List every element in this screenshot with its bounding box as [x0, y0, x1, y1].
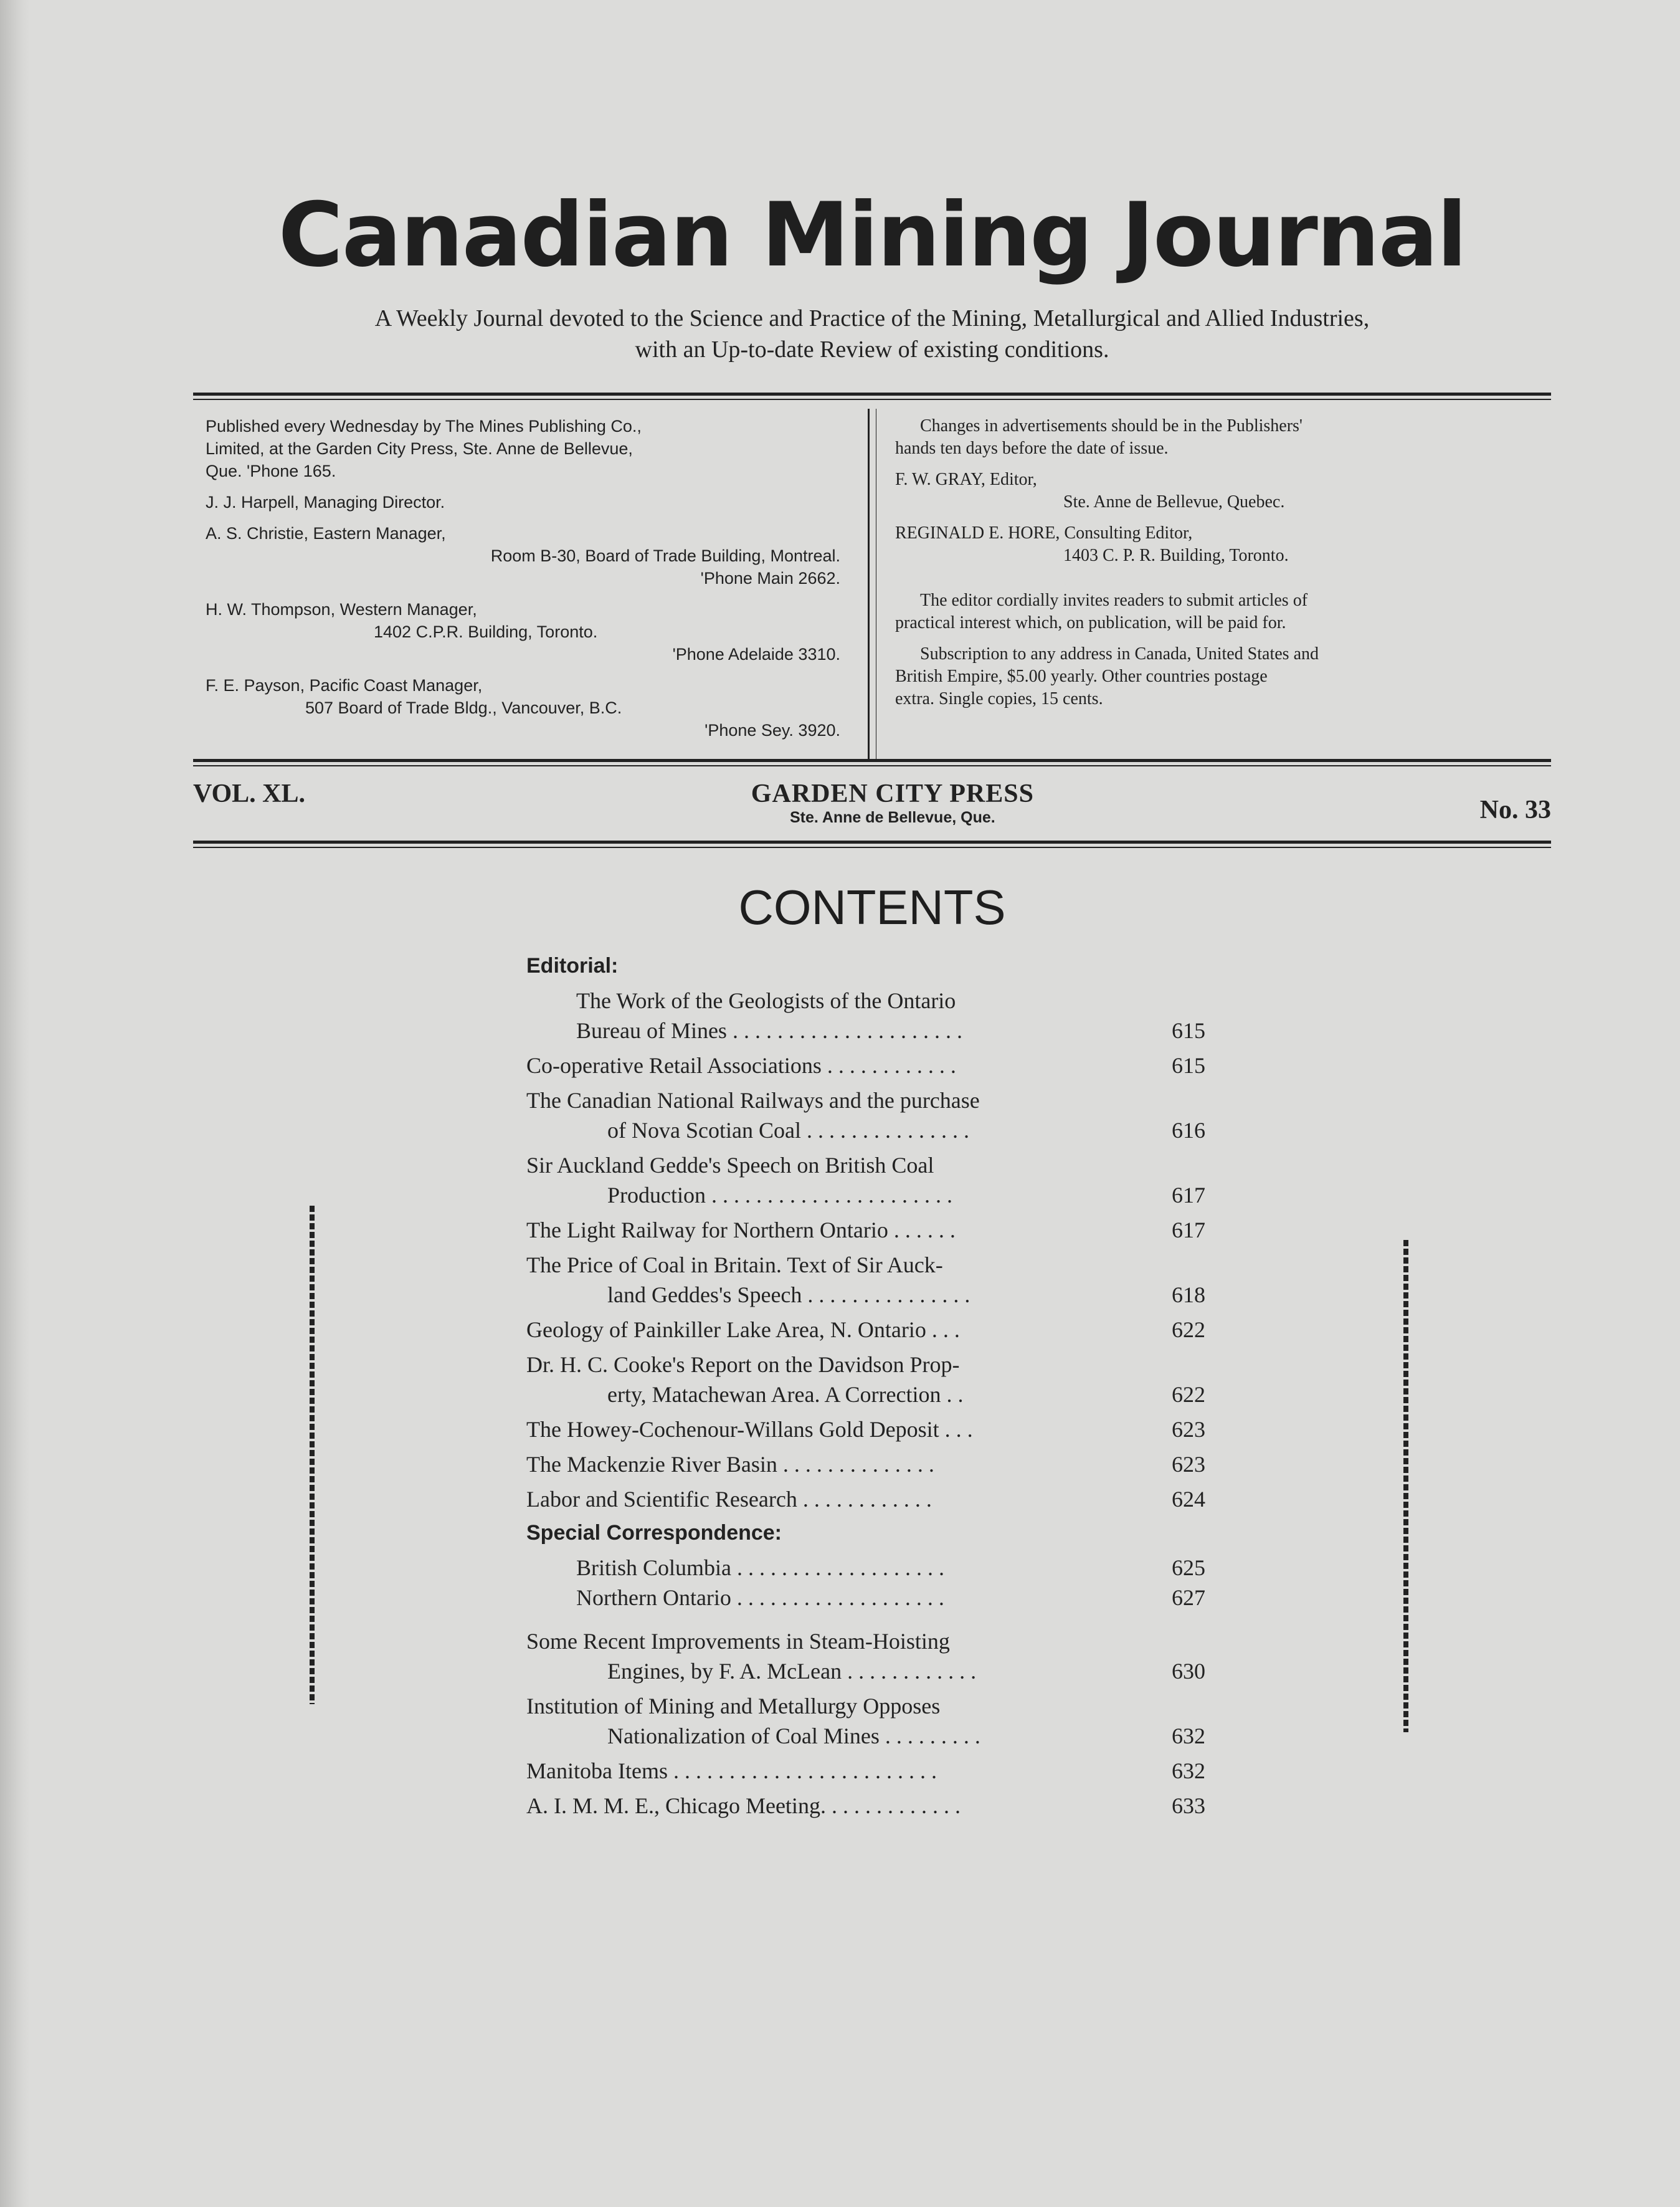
- western-manager-phone: 'Phone Adelaide 3310.: [672, 645, 840, 664]
- toc-page-number: 623: [1172, 1452, 1205, 1477]
- toc-entry[interactable]: [526, 1315, 1205, 1345]
- toc-entry[interactable]: [526, 1553, 1205, 1583]
- consulting-editor-address: 1403 C. P. R. Building, Toronto.: [1063, 546, 1289, 566]
- article-invitation-line: The editor cordially invites readers to submit articles of: [920, 591, 1308, 611]
- toc-entry-title: Labor and Scientific Research . . . . . . . . . . . .: [526, 1487, 932, 1512]
- publisher-intro: [206, 415, 843, 482]
- toc-page-number: 618: [1172, 1282, 1205, 1308]
- toc-page-number: 622: [1172, 1317, 1205, 1343]
- toc-entry[interactable]: [526, 1449, 1205, 1479]
- publisher-intro-line: Que. 'Phone 165.: [206, 462, 336, 481]
- toc-entry[interactable]: [526, 1791, 1205, 1821]
- toc-page-number: 617: [1172, 1183, 1205, 1208]
- toc-entry-title: Co-operative Retail Associations . . . . . . . . . . . .: [526, 1053, 956, 1079]
- toc-entry-title-cont: Engines, by F. A. McLean . . . . . . . . . . . .: [607, 1659, 977, 1684]
- publisher-intro-line: Limited, at the Garden City Press, Ste. Anne de Bellevue,: [206, 439, 633, 459]
- contents-heading: CONTENTS: [738, 880, 1006, 935]
- editor-name: F. W. GRAY, Editor,: [895, 470, 1037, 490]
- subscription-line: British Empire, $5.00 yearly. Other countries postage: [895, 667, 1268, 687]
- eastern-manager-phone: 'Phone Main 2662.: [700, 569, 840, 588]
- toc-entry-title: The Work of the Geologists of the Ontario: [576, 988, 956, 1014]
- issue-number: No. 33: [1479, 796, 1551, 825]
- eastern-manager-address: Room B-30, Board of Trade Building, Montreal.: [490, 546, 840, 566]
- page-binding-edge: [0, 0, 30, 2207]
- eastern-manager: [206, 522, 843, 589]
- consulting-editor-name: REGINALD E. HORE, Consulting Editor,: [895, 523, 1193, 543]
- right-decorative-chain: [1403, 1240, 1408, 1732]
- toc-entry-title-cont: of Nova Scotian Coal . . . . . . . . . . . . . . .: [607, 1118, 969, 1143]
- toc-entry-title: Institution of Mining and Metallurgy Opposes: [526, 1694, 941, 1719]
- managing-director: J. J. Harpell, Managing Director.: [206, 493, 445, 512]
- article-invitation-line: practical interest which, on publication, will be paid for.: [895, 613, 1286, 633]
- toc-page-number: 630: [1172, 1659, 1205, 1684]
- subtitle-line-2: with an Up-to-date Review of existing conditions.: [635, 336, 1109, 363]
- toc-entry-title: The Light Railway for Northern Ontario . . . . . .: [526, 1218, 956, 1243]
- masthead-subtitle: [187, 303, 1557, 365]
- subscription-line: Subscription to any address in Canada, United States and: [920, 644, 1319, 664]
- toc-entry-title-cont: Nationalization of Coal Mines . . . . . . . . .: [607, 1723, 980, 1749]
- toc-entry-title-cont: land Geddes's Speech . . . . . . . . . . . . . . .: [607, 1282, 971, 1308]
- toc-entry[interactable]: [526, 1250, 1205, 1310]
- toc-entry[interactable]: [526, 1350, 1205, 1409]
- editor-credit: [895, 469, 1532, 513]
- press-name: GARDEN CITY PRESS: [751, 779, 1034, 809]
- toc-entry[interactable]: [526, 1085, 1205, 1145]
- advertising-notice-line: hands ten days before the date of issue.: [895, 439, 1169, 459]
- toc-entry-title-cont: Production . . . . . . . . . . . . . . . . . . . . . .: [607, 1183, 952, 1208]
- toc-page-number: 615: [1172, 1053, 1205, 1079]
- western-manager-address: 1402 C.P.R. Building, Toronto.: [374, 622, 598, 642]
- top-double-rule: [193, 393, 1551, 400]
- article-invitation: [895, 589, 1532, 634]
- toc-entry-title: Some Recent Improvements in Steam-Hoisting: [526, 1629, 950, 1654]
- editor-address: Ste. Anne de Bellevue, Quebec.: [1063, 492, 1285, 512]
- publisher-info-block: [187, 409, 1557, 759]
- toc-entry-title: Manitoba Items . . . . . . . . . . . . . . . . . . . . . . . .: [526, 1758, 937, 1784]
- toc-entry-title: Dr. H. C. Cooke's Report on the Davidson Prop-: [526, 1352, 960, 1378]
- toc-page-number: 623: [1172, 1417, 1205, 1442]
- western-manager-name: H. W. Thompson, Western Manager,: [206, 600, 477, 619]
- toc-entry-title: The Canadian National Railways and the purchase: [526, 1088, 980, 1113]
- section-heading-editorial: Editorial:: [526, 954, 619, 978]
- toc-entry-title: A. I. M. M. E., Chicago Meeting. . . . . . . . . . . . .: [526, 1793, 961, 1819]
- subscription-info: [895, 643, 1532, 710]
- toc-entry[interactable]: [526, 1414, 1205, 1444]
- column-divider: [868, 409, 876, 759]
- toc-entry-title: The Price of Coal in Britain. Text of Sir Auck-: [526, 1252, 943, 1278]
- toc-entry[interactable]: [526, 1691, 1205, 1751]
- toc-entry[interactable]: [526, 1626, 1205, 1686]
- toc-page-number: 617: [1172, 1218, 1205, 1243]
- toc-entry-title: Geology of Painkiller Lake Area, N. Ontario . . .: [526, 1317, 960, 1343]
- toc-entry[interactable]: [526, 986, 1205, 1046]
- editorial-column: [876, 409, 1557, 759]
- toc-page-number: 632: [1172, 1758, 1205, 1784]
- left-decorative-chain: [310, 1206, 315, 1704]
- toc-entry[interactable]: [526, 1215, 1205, 1245]
- section-heading-correspondence: Special Correspondence:: [526, 1521, 782, 1545]
- publisher-intro-line: Published every Wednesday by The Mines Publishing Co.,: [206, 417, 642, 436]
- middle-double-rule: [193, 759, 1551, 766]
- issue-bar: [187, 766, 1557, 841]
- toc-entry-title: Northern Ontario . . . . . . . . . . . . . . . . . . .: [576, 1585, 944, 1611]
- subtitle-line-1: A Weekly Journal devoted to the Science and Practice of the Mining, Metallurgical and Allied Industries,: [374, 305, 1370, 332]
- toc-page-number: 627: [1172, 1585, 1205, 1611]
- journal-page: [187, 174, 1557, 2056]
- toc-page-number: 616: [1172, 1118, 1205, 1143]
- toc-entry[interactable]: [526, 1756, 1205, 1786]
- pacific-manager-address: 507 Board of Trade Bldg., Vancouver, B.C.: [305, 698, 622, 718]
- toc-entry-title: British Columbia . . . . . . . . . . . . . . . . . . .: [576, 1555, 945, 1581]
- pacific-manager: [206, 674, 843, 741]
- masthead-title: Canadian Mining Journal: [278, 184, 1466, 287]
- toc-entry[interactable]: [526, 1150, 1205, 1210]
- toc-page-number: 615: [1172, 1018, 1205, 1044]
- advertising-notice: [895, 415, 1532, 460]
- toc-entry-title-cont: Bureau of Mines . . . . . . . . . . . . . . . . . . . . .: [576, 1018, 962, 1044]
- eastern-manager-name: A. S. Christie, Eastern Manager,: [206, 524, 446, 543]
- toc-page-number: 624: [1172, 1487, 1205, 1512]
- toc-entry[interactable]: [526, 1583, 1205, 1613]
- press-imprint: [751, 779, 1034, 827]
- advertising-notice-line: Changes in advertisements should be in the Publishers': [920, 416, 1303, 436]
- toc-entry[interactable]: [526, 1051, 1205, 1080]
- table-of-contents: [526, 951, 1205, 1821]
- subscription-line: extra. Single copies, 15 cents.: [895, 689, 1103, 709]
- publisher-column: [187, 409, 868, 759]
- toc-page-number: 625: [1172, 1555, 1205, 1581]
- toc-entry-title: Sir Auckland Gedde's Speech on British Coal: [526, 1153, 934, 1178]
- toc-page-number: 622: [1172, 1382, 1205, 1408]
- consulting-editor-credit: [895, 522, 1532, 567]
- volume-number: VOL. XL.: [193, 779, 306, 809]
- toc-entry-title: The Mackenzie River Basin . . . . . . . . . . . . . .: [526, 1452, 934, 1477]
- toc-entry[interactable]: [526, 1484, 1205, 1514]
- toc-page-number: 633: [1172, 1793, 1205, 1819]
- toc-entry-title-cont: erty, Matachewan Area. A Correction . .: [607, 1382, 964, 1408]
- pacific-manager-name: F. E. Payson, Pacific Coast Manager,: [206, 676, 483, 695]
- toc-entry-title: The Howey-Cochenour-Willans Gold Deposit . . .: [526, 1417, 973, 1442]
- press-location: Ste. Anne de Bellevue, Que.: [789, 809, 995, 827]
- toc-page-number: 632: [1172, 1723, 1205, 1749]
- western-manager: [206, 598, 843, 665]
- pacific-manager-phone: 'Phone Sey. 3920.: [705, 721, 840, 740]
- bottom-double-rule: [193, 841, 1551, 848]
